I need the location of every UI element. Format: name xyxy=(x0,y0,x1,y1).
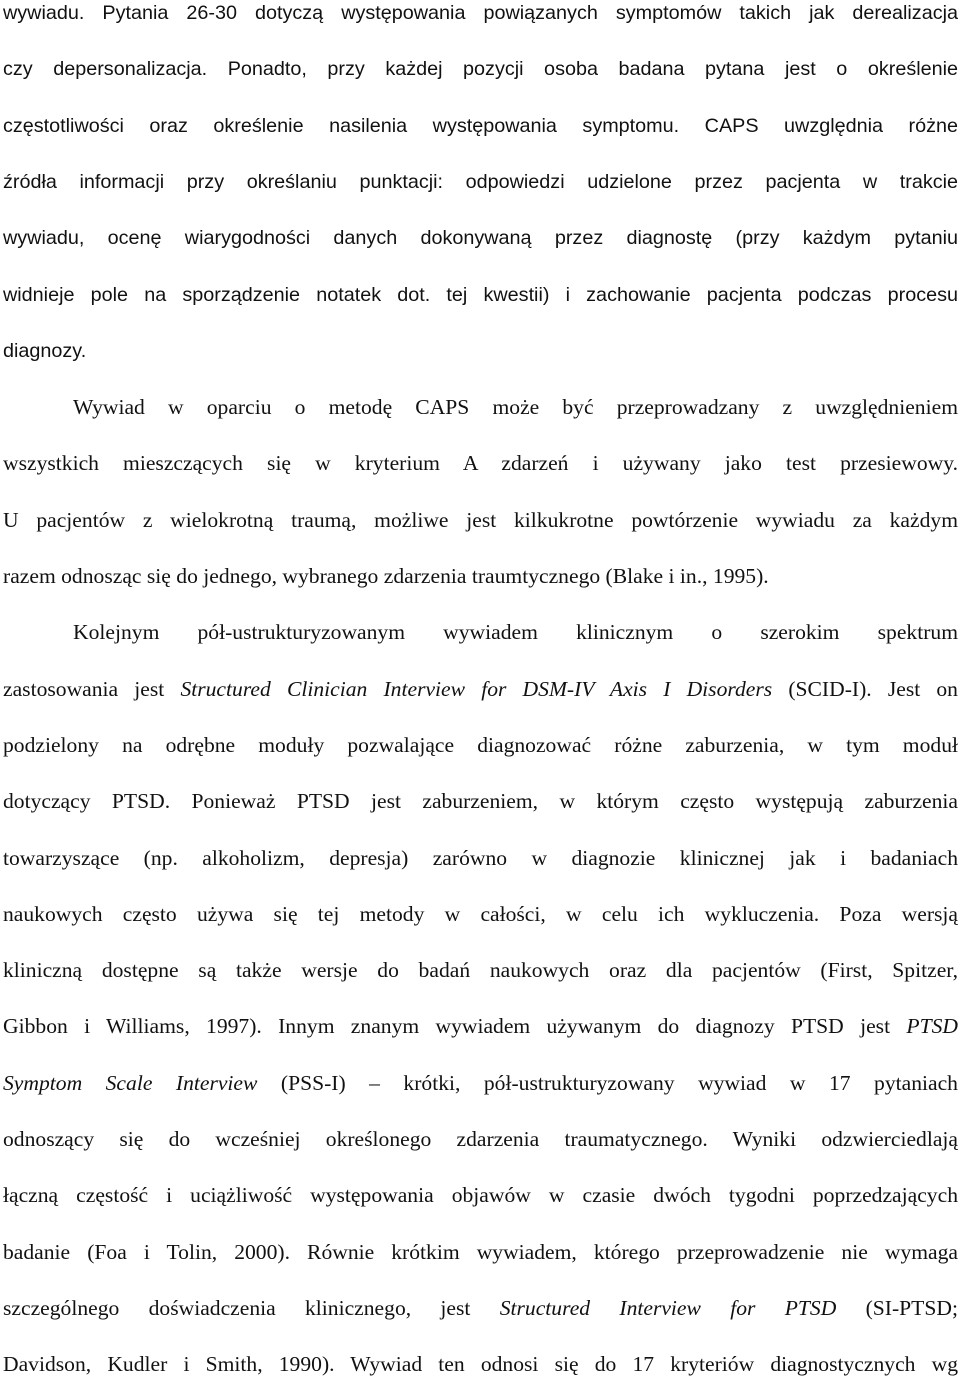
text-segment: odnoszący się do wcześniej określonego zdarzenia traumatycznego. Wyniki odzwierciedlają xyxy=(3,1127,958,1151)
text-line xyxy=(3,54,958,84)
text-segment: kliniczną dostępne są także wersje do badań naukowych oraz dla pacjentów (First, Spitzer, xyxy=(3,958,958,983)
text-segment: podzielony na odrębne moduły pozwalające diagnozować różne zaburzenia, w tym moduł xyxy=(3,732,958,757)
text-line xyxy=(3,167,958,197)
italic-title-text: Symptom Scale Interview xyxy=(3,1070,258,1095)
text-line xyxy=(3,1180,958,1210)
text-segment: Kolejnym pół-ustrukturyzowanym wywiadem klinicznym o szerokim spektrum xyxy=(73,620,958,645)
text-segment: Davidson, Kudler i Smith, 1990). Wywiad ten odnosi się do 17 kryteriów diagnostycznych wg xyxy=(3,1352,958,1377)
text-line xyxy=(3,955,958,985)
italic-title-text: Structured Clinician Interview for DSM-IV Axis I Disorders xyxy=(180,676,773,701)
italic-title-text: PTSD xyxy=(906,1014,958,1039)
text-segment: (SCID-I). Jest on xyxy=(772,676,958,701)
text-segment: razem odnosząc się do jednego, wybranego zdarzenia traumtycznego (Blake i in., 1995). xyxy=(3,564,769,588)
text-line xyxy=(3,223,958,253)
text-line xyxy=(3,1011,958,1041)
text-segment: Wywiad w oparciu o metodę CAPS może być przeprowadzany z uwzględnieniem xyxy=(73,395,958,420)
text-line xyxy=(3,505,958,535)
text-segment: łączną częstość i uciążliwość występowania objawów w czasie dwóch tygodni poprzedzających xyxy=(3,1183,958,1208)
text-segment: źródła informacji przy określaniu punktacji: odpowiedzi udzielone przez pacjenta w trakcie xyxy=(3,170,958,193)
text-segment: szczególnego doświadczenia klinicznego, jest xyxy=(3,1295,500,1320)
text-segment: diagnozy. xyxy=(3,339,87,362)
text-line xyxy=(3,1124,958,1154)
text-segment: Gibbon i Williams, 1997). Innym znanym wywiadem używanym do diagnozy PTSD jest xyxy=(3,1014,907,1039)
text-segment: widnieje pole na sporządzenie notatek dot. tej kwestii) i zachowanie pacjenta podczas procesu xyxy=(3,283,958,306)
text-line xyxy=(73,392,958,422)
text-line xyxy=(73,617,958,647)
text-segment: U pacjentów z wielokrotną traumą, możliwe jest kilkukrotne powtórzenie wywiadu za każdym xyxy=(3,507,958,532)
text-line xyxy=(3,674,958,704)
text-line xyxy=(3,899,958,929)
text-segment: wywiadu. Pytania 26-30 dotyczą występowania powiązanych symptomów takich jak derealizacja xyxy=(3,2,958,24)
text-line xyxy=(3,336,958,366)
text-segment: częstotliwości oraz określenie nasilenia występowania symptomu. CAPS uwzględnia różne xyxy=(3,114,958,137)
text-segment: badanie (Foa i Tolin, 2000). Równie krótkim wywiadem, którego przeprowadzenie nie wymaga xyxy=(3,1239,958,1264)
text-segment: czy depersonalizacja. Ponadto, przy każdej pozycji osoba badana pytana jest o określenie xyxy=(3,58,958,81)
text-segment: (SI-PTSD; xyxy=(836,1295,958,1320)
text-line xyxy=(3,786,958,816)
text-line xyxy=(3,843,958,873)
text-line xyxy=(3,561,958,591)
text-segment: wszystkich mieszczących się w kryterium A zdarzeń i używany jako test przesiewowy. xyxy=(3,451,958,476)
text-line xyxy=(3,448,958,478)
text-line xyxy=(3,1068,958,1098)
italic-title-text: Structured Interview for PTSD xyxy=(499,1295,837,1320)
text-line xyxy=(3,280,958,310)
text-segment: (PSS-I) – krótki, pół-ustrukturyzowany wywiad w 17 pytaniach xyxy=(257,1070,958,1095)
text-line xyxy=(3,111,958,141)
text-segment: wywiadu, ocenę wiarygodności danych dokonywaną przez diagnostę (przy każdym pytaniu xyxy=(3,227,958,250)
text-line xyxy=(3,0,958,28)
text-line xyxy=(3,1237,958,1267)
text-segment: naukowych często używa się tej metody w całości, w celu ich wykluczenia. Poza wersją xyxy=(3,901,958,926)
text-segment: towarzyszące (np. alkoholizm, depresja) zarówno w diagnozie klinicznej jak i badaniach xyxy=(3,845,958,870)
text-line xyxy=(3,1293,958,1323)
text-segment: zastosowania jest xyxy=(3,676,181,701)
text-line xyxy=(3,730,958,760)
text-segment: dotyczący PTSD. Ponieważ PTSD jest zaburzeniem, w którym często występują zaburzenia xyxy=(3,789,958,814)
